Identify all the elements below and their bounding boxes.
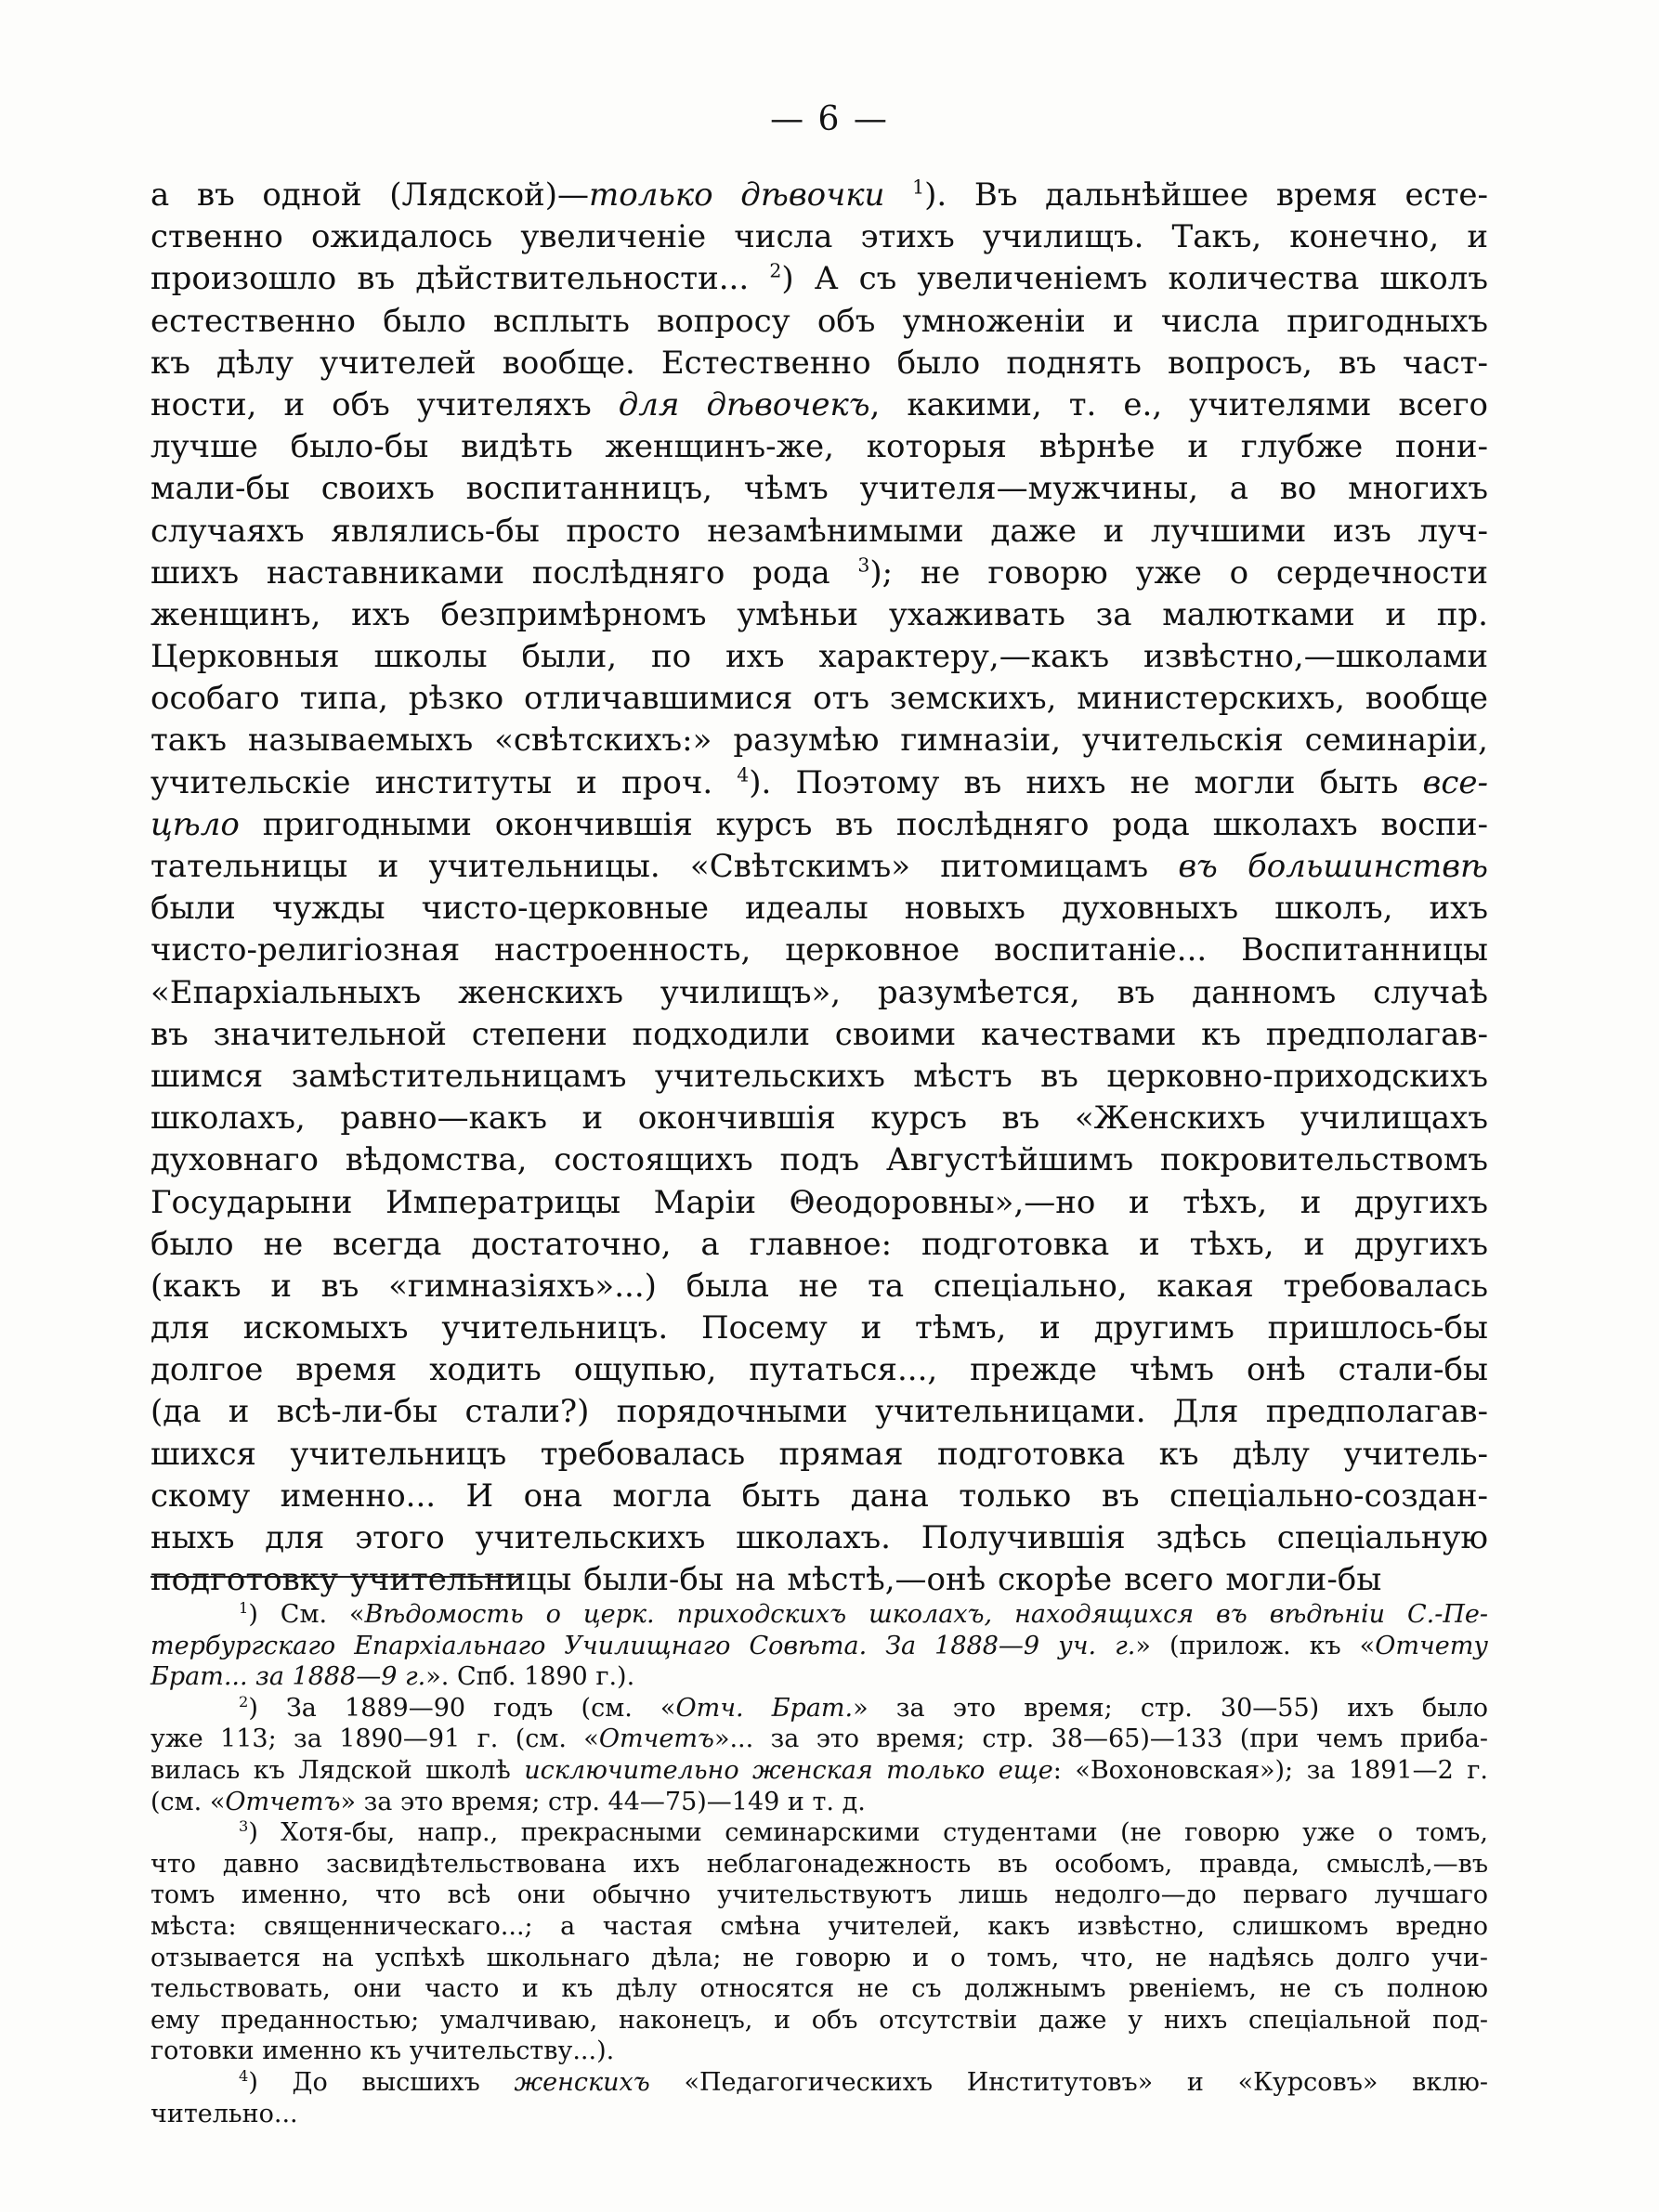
footnote-line: готовки именно къ учительству...). — [150, 2036, 615, 2066]
text-line: скому именно... И она могла быть дана только въ спеціально-создан- — [150, 1477, 1488, 1515]
text-line: духовнаго вѣдомства, состоящихъ подъ Августѣйшимъ покровительствомъ — [150, 1141, 1488, 1179]
text-line: долгое время ходить ощупью, путаться..., прежде чѣмъ онѣ стали-бы — [150, 1351, 1488, 1389]
text-line: а въ одной (Лядской)—только дѣвочки $^1$). Въ дальнѣйшее время есте- — [150, 176, 1489, 214]
text-line: лучше было-бы видѣть женщинъ-же, которыя вѣрнѣе и глубже пони- — [150, 428, 1488, 466]
footnote-line: Брат... за 1888—9 г.». Спб. 1890 г.). — [150, 1662, 635, 1692]
text-line: шихся учительницъ требовалась прямая подготовка къ дѣлу учитель- — [150, 1435, 1488, 1473]
text-line: учительскіе институты и проч. $^4$). Поэтому въ нихъ не могли быть все- — [150, 763, 1488, 801]
footnote-line: уже 113; за 1890—91 г. (см. «Отчетъ»... за это время; стр. 38—65)—133 (при чемъ приба- — [150, 1724, 1488, 1754]
text-line: произошло въ дѣйствительности... $^2$) А съ увеличеніемъ количества школъ — [150, 260, 1488, 298]
footnote-line: (см. «Отчетъ» за это время; стр. 44—75)—149 и т. д. — [150, 1787, 866, 1816]
text-line: (да и всѣ-ли-бы стали?) порядочными учительницами. Для предполагав- — [150, 1393, 1488, 1431]
text-line: подготовку учительницы были-бы на мѣстѣ,—онѣ скорѣе всего могли-бы — [150, 1561, 1382, 1599]
text-line: женщинъ, ихъ безпримѣрномъ умѣньи ухаживать за малютками и пр. — [150, 595, 1488, 633]
text-line: «Епархіальныхъ женскихъ училищъ», разумѣется, въ данномъ случаѣ — [150, 973, 1488, 1011]
page-number: — 6 — — [770, 100, 889, 138]
text-line: ности, и объ учителяхъ для дѣвочекъ, какими, т. е., учителями всего — [150, 385, 1489, 423]
footnote-separator — [150, 1576, 522, 1578]
text-line: цѣло пригодными окончившія курсъ въ послѣдняго рода школахъ воспи- — [150, 805, 1488, 843]
footnote-line: ему преданностью; умалчиваю, наконецъ, и объ отсутствіи даже у нихъ спеціальной под- — [150, 2005, 1488, 2035]
text-line: естественно было всплыть вопросу объ умноженіи и числа пригодныхъ — [150, 302, 1488, 340]
text-line: (какъ и въ «гимназіяхъ»...) была не та спеціально, какая требовалась — [150, 1267, 1488, 1305]
text-line: такъ называемыхъ «свѣтскихъ:» разумѣю гимназіи, учительскія семинаріи, — [150, 722, 1488, 760]
footnote-line: чительно... — [150, 2099, 298, 2128]
footnote-line: тербургскаго Епархіальнаго Училищнаго Совѣта. За 1888—9 уч. г.» (прилож. къ «Отчету — [150, 1631, 1488, 1660]
text-line: въ значительной степени подходили своими качествами къ предполагав- — [150, 1015, 1488, 1053]
footnote-line: $^4$) До высшихъ женскихъ «Педагогическихъ Институтовъ» и «Курсовъ» вклю- — [239, 2066, 1488, 2097]
text-line: чисто-религіозная настроенность, церковное воспитаніе... Воспитанницы — [150, 931, 1488, 969]
text-line: къ дѣлу учителей вообще. Естественно было поднять вопросъ, въ част- — [150, 344, 1488, 382]
footnote-line: мѣста: священническаго...; а частая смѣна учителей, какъ извѣстно, слишкомъ вредно — [150, 1911, 1488, 1941]
text-line: особаго типа, рѣзко отличавшимися отъ земскихъ, министерскихъ, вообще — [150, 680, 1488, 718]
text-line: были чужды чисто-церковные идеалы новыхъ духовныхъ школъ, ихъ — [150, 890, 1488, 928]
footnote-line: вилась къ Лядской школѣ исключительно женская только еще: «Вохоновская»); за 1891—2 г. — [150, 1755, 1488, 1785]
main-text — [150, 175, 1488, 1601]
footnote-line: $^1$) См. «Вѣдомость о церк. приходскихъ школахъ, находящихся въ вѣдѣніи С.-Пе- — [239, 1599, 1488, 1629]
footnote-line: что давно засвидѣтельствована ихъ неблагонадежность въ особомъ, правда, смыслѣ,—въ — [150, 1849, 1488, 1879]
text-line: школахъ, равно—какъ и окончившія курсъ въ «Женскихъ училищахъ — [150, 1099, 1488, 1138]
footnote-4 — [150, 2067, 1488, 2129]
footnote-3 — [150, 1817, 1488, 2067]
text-line: мали-бы своихъ воспитанницъ, чѣмъ учителя—мужчины, а во многихъ — [150, 470, 1488, 508]
text-line: было не всегда достаточно, а главное: подготовка и тѣхъ, и другихъ — [150, 1225, 1488, 1263]
text-line: тательницы и учительницы. «Свѣтскимъ» питомицамъ въ большинствѣ — [150, 848, 1488, 885]
text-line: ныхъ для этого учительскихъ школахъ. Получившія здѣсь спеціальную — [150, 1519, 1488, 1556]
text-line: шимся замѣстительницамъ учительскихъ мѣстъ въ церковно-приходскихъ — [150, 1057, 1488, 1095]
footnote-2 — [150, 1693, 1488, 1817]
text-line: для искомыхъ учительницъ. Посему и тѣмъ, и другимъ пришлось-бы — [150, 1309, 1488, 1347]
footnote-line: томъ именно, что всѣ они обычно учительствуютъ лишь недолго—до перваго лучшаго — [150, 1880, 1488, 1910]
footnote-line: тельствовать, они часто и къ дѣлу относятся не съ должнымъ рвеніемъ, не съ полною — [150, 1974, 1488, 2004]
text-line: Церковныя школы были, по ихъ характеру,—какъ извѣстно,—школами — [150, 638, 1488, 676]
text-line: Государыни Императрицы Маріи Θеодоровны»,—но и тѣхъ, и другихъ — [150, 1183, 1488, 1221]
footnote-line: отзывается на успѣхѣ школьнаго дѣла; не говорю и о томъ, что, не надѣясь долго учи- — [150, 1943, 1488, 1972]
footnote-line: $^2$) За 1889—90 годъ (см. «Отч. Брат.» за это время; стр. 30—55) ихъ было — [239, 1692, 1488, 1723]
footnote-1 — [150, 1599, 1488, 1693]
footnote-line: $^3$) Хотя-бы, напр., прекрасными семинарскими студентами (не говорю уже о томъ, — [239, 1817, 1488, 1848]
text-line: ственно ожидалось увеличеніе числа этихъ училищъ. Такъ, конечно, и — [150, 218, 1488, 256]
text-line: шихъ наставниками послѣдняго рода $^3$); не говорю уже о сердечности — [150, 553, 1489, 592]
text-line: случаяхъ являлись-бы просто незамѣнимыми даже и лучшими изъ луч- — [150, 512, 1488, 550]
footnotes — [150, 1599, 1488, 2129]
